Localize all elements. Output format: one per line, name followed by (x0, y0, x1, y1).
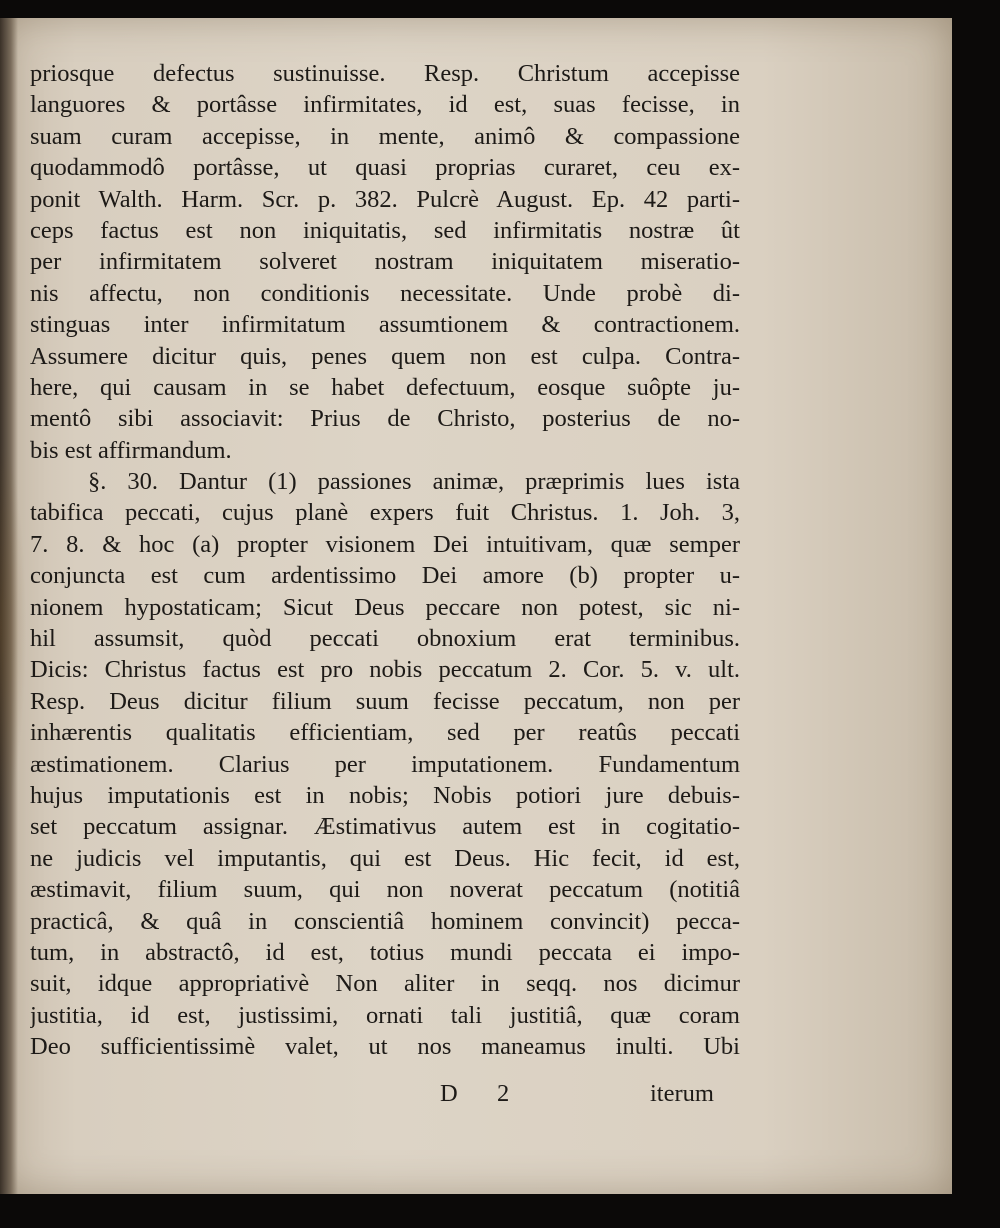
text-line: per infirmitatem solveret nostram iniquitatem miseratio- (30, 248, 740, 276)
text-line: bis est affirmandum. (30, 436, 232, 464)
text-line: practicâ, & quâ in conscientiâ hominem convincit) pecca- (30, 907, 740, 935)
text-line: suam curam accepisse, in mente, animô & compassione (30, 122, 740, 150)
text-line: mentô sibi associavit: Prius de Christo, posterius de no- (30, 405, 740, 433)
text-line: Dicis: Christus factus est pro nobis peccatum 2. Cor. 5. v. ult. (30, 656, 740, 684)
text-line: conjuncta est cum ardentissimo Dei amore (b) propter u- (30, 562, 740, 590)
paper-stain (0, 438, 26, 818)
text-line: Deo sufficientissimè valet, ut nos maneamus inulti. Ubi (30, 1033, 740, 1061)
text-line: nis affectu, non conditionis necessitate. Unde probè di- (30, 279, 740, 307)
text-line: Resp. Deus dicitur filium suum fecisse peccatum, non per (30, 687, 740, 715)
text-line: suit, idque appropriativè Non aliter in seqq. nos dicimur (30, 970, 740, 998)
catchword: iterum (650, 1080, 714, 1107)
text-line: tabifica peccati, cujus planè expers fuit Christus. 1. Joh. 3, (30, 499, 740, 527)
text-line: languores & portâsse infirmitates, id est, suas fecisse, in (30, 91, 740, 119)
text-line: 7. 8. & hoc (a) propter visionem Dei intuitivam, quæ semper (30, 530, 740, 558)
text-line: stinguas inter infirmitatum assumtionem & contractionem. (30, 311, 740, 339)
text-line: ceps factus est non iniquitatis, sed infirmitatis nostræ ût (30, 216, 740, 244)
text-line: Assumere dicitur quis, penes quem non est culpa. Contra- (30, 342, 740, 370)
text-line: tum, in abstractô, id est, totius mundi peccata ei impo- (30, 938, 740, 966)
text-line: æstimavit, filium suum, qui non noverat peccatum (notitiâ (30, 876, 740, 904)
book-page (0, 18, 952, 1194)
text-line: nionem hypostaticam; Sicut Deus peccare non potest, sic ni- (30, 593, 740, 621)
text-line: justitia, id est, justissimi, ornati tali justitiâ, quæ coram (30, 1001, 740, 1029)
signature-mark: D (440, 1080, 458, 1107)
text-line: hil assumsit, quòd peccati obnoxium erat terminibus. (30, 625, 740, 653)
text-line: æstimationem. Clarius per imputationem. Fundamentum (30, 750, 740, 778)
text-line: priosque defectus sustinuisse. Resp. Christum accepisse (30, 60, 740, 87)
text-line: inhærentis qualitatis efficientiam, sed per reatûs peccati (30, 719, 740, 747)
page-body-text (30, 58, 740, 1063)
text-line: set peccatum assignar. Æstimativus autem est in cogitatio- (30, 813, 740, 841)
text-line: ponit Walth. Harm. Scr. p. 382. Pulcrè August. Ep. 42 parti- (30, 185, 740, 213)
text-line: here, qui causam in se habet defectuum, eosque suôpte ju- (30, 373, 740, 401)
signature-number: 2 (497, 1080, 510, 1107)
text-line: hujus imputationis est in nobis; Nobis potiori jure debuis- (30, 781, 740, 809)
section-heading-line: §. 30. Dantur (1) passiones animæ, præprimis lues ista (88, 468, 740, 496)
text-line: quodammodô portâsse, ut quasi proprias curaret, ceu ex- (30, 154, 740, 182)
text-line: ne judicis vel imputantis, qui est Deus. Hic fecit, id est, (30, 844, 740, 872)
